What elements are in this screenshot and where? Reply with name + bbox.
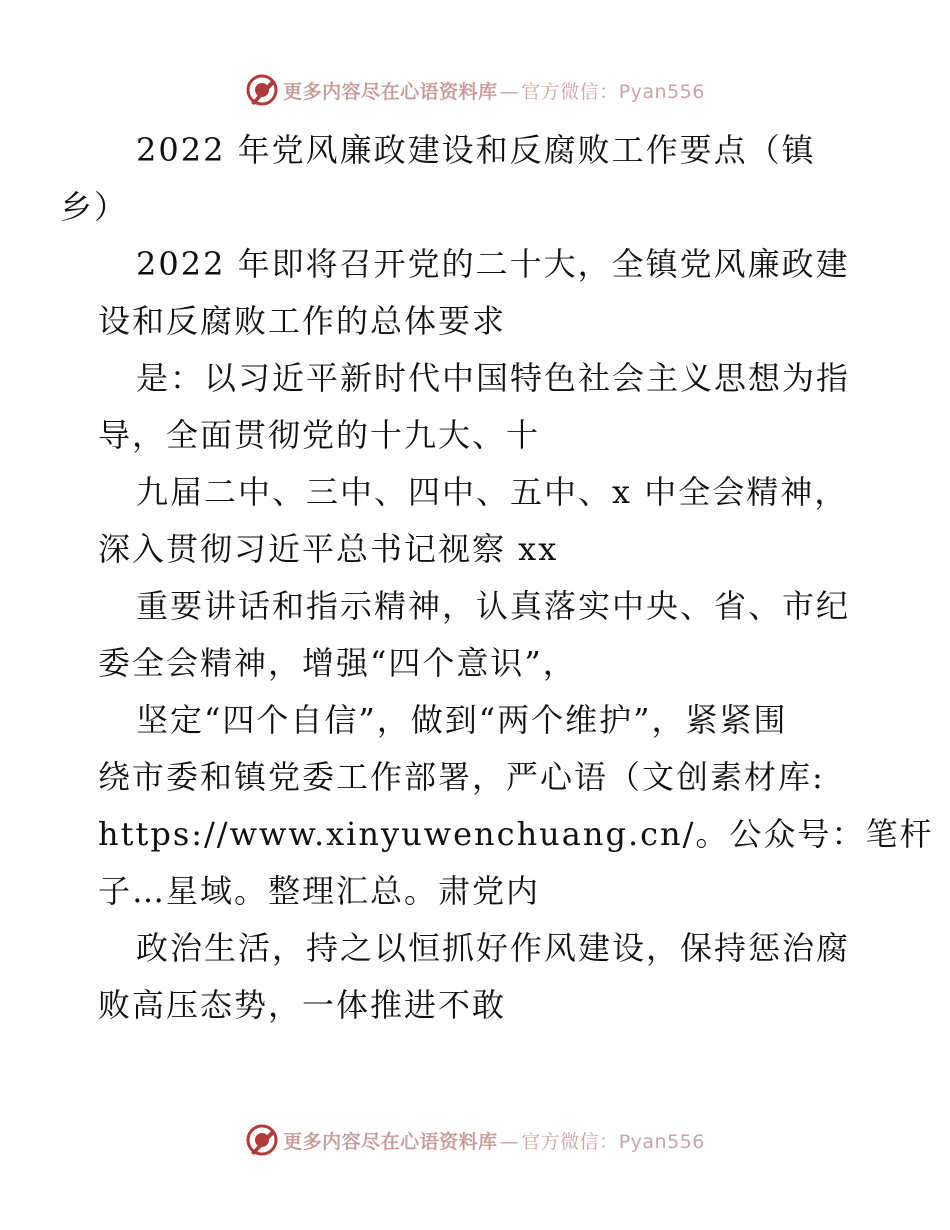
watermark-group xyxy=(245,1123,705,1157)
watermark-separator: — xyxy=(499,1130,520,1153)
watermark-main: 更多内容尽在心语资料库 xyxy=(283,80,498,103)
text-line: 2022 年党风廉政建设和反腐败工作要点（镇 xyxy=(136,131,816,169)
text-line: https://www.xinyuwenchuang.cn/。公众号：笔杆 xyxy=(98,815,934,853)
pen-logo-icon xyxy=(245,1123,279,1157)
watermark-official: 官方微信： xyxy=(521,1130,619,1153)
watermark-text xyxy=(283,77,705,104)
text-line: 导，全面贯彻党的十九大、十 xyxy=(98,416,541,454)
watermark-wechat-id: Pyan556 xyxy=(618,1130,705,1153)
text-line: 是：以习近平新时代中国特色社会主义思想为指 xyxy=(136,359,851,397)
watermark-text xyxy=(283,1127,705,1154)
text-line: 九届二中、三中、四中、五中、x 中全会精神， xyxy=(136,473,849,511)
text-line: 2022 年即将召开党的二十大，全镇党风廉政建 xyxy=(136,245,850,283)
paragraph xyxy=(98,350,858,464)
text-line: 深入贯彻习近平总书记视察 xx xyxy=(98,530,559,568)
paragraph xyxy=(98,464,858,578)
watermark-official: 官方微信： xyxy=(521,80,619,103)
paragraph xyxy=(98,578,858,692)
text-line: 设和反腐败工作的总体要求 xyxy=(98,302,507,340)
watermark-group xyxy=(245,73,705,107)
text-line: 绕市委和镇党委工作部署，严心语（文创素材库: xyxy=(98,758,825,796)
text-line: 败高压态势，一体推进不敢 xyxy=(98,986,507,1024)
watermark-main: 更多内容尽在心语资料库 xyxy=(283,1130,498,1153)
paragraph xyxy=(98,236,858,350)
footer-watermark xyxy=(0,1120,950,1160)
watermark-separator: — xyxy=(499,80,520,103)
text-line: 委全会精神，增强“四个意识”， xyxy=(98,644,577,682)
pen-logo-icon xyxy=(245,73,279,107)
paragraph xyxy=(98,920,858,1034)
watermark-wechat-id: Pyan556 xyxy=(618,80,705,103)
header-watermark xyxy=(0,70,950,110)
text-line: 坚定“四个自信”，做到“两个维护”，紧紧围 xyxy=(136,701,788,739)
text-line: 政治生活，持之以恒抓好作风建设，保持惩治腐 xyxy=(136,929,851,967)
text-line: 重要讲话和指示精神，认真落实中央、省、市纪 xyxy=(136,587,851,625)
text-line: 乡） xyxy=(60,188,129,226)
text-line: 子…星域。整理汇总。肃党内 xyxy=(98,872,541,910)
paragraph-title xyxy=(60,122,858,236)
paragraph xyxy=(98,692,934,920)
document-body xyxy=(60,122,934,1034)
